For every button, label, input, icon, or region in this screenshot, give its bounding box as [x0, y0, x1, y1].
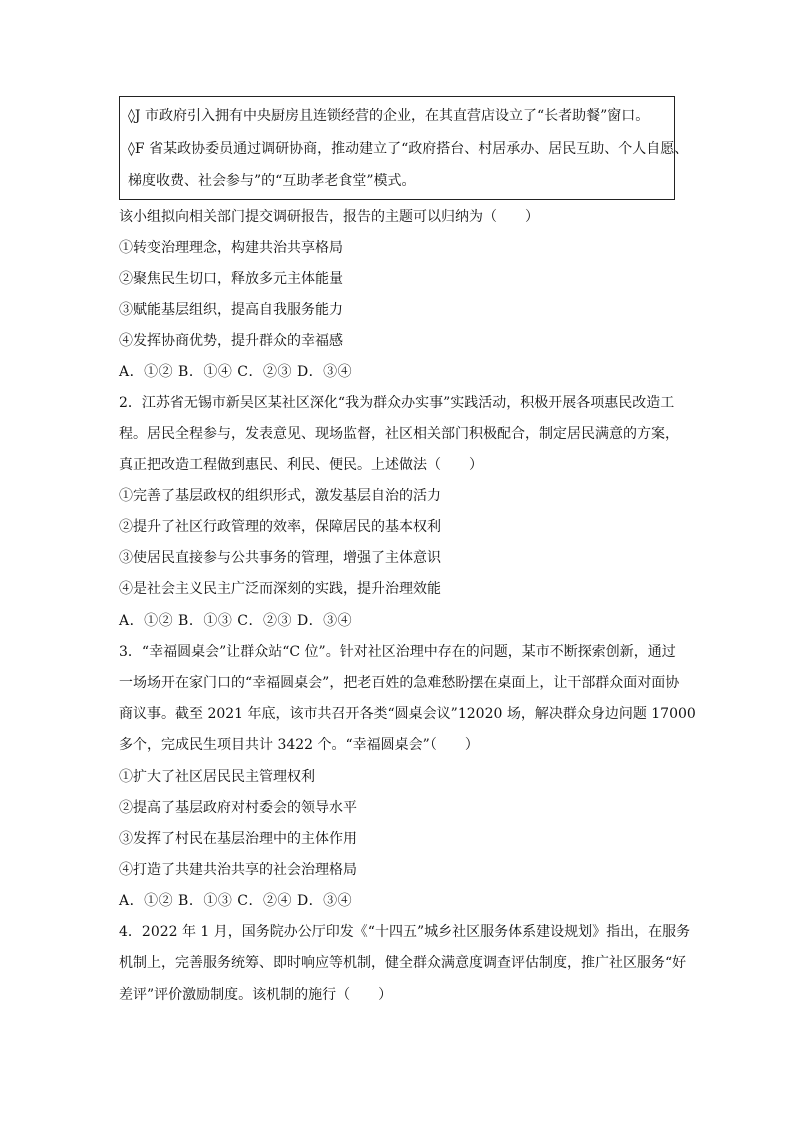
q2-option-1: ①完善了基层政权的组织形式，激发基层自治的活力 [119, 488, 441, 504]
q1-option-4: ④发挥协商优势，提升群众的幸福感 [119, 333, 343, 349]
q4-stem-line-2: 机制上，完善服务统筹、即时响应等机制，健全群众满意度调查评估制度，推广社区服务“好 [119, 955, 687, 971]
q3-option-4: ④打造了共建共治共享的社会治理格局 [119, 862, 357, 878]
q2-stem-line-3: 真正把改造工程做到惠民、利民、便民。上述做法（ ） [119, 457, 483, 473]
q3-stem-line-3: 商议事。截至 2021 年底，该市共召开各类“圆桌会议”12020 场，解决群众身边问题 17000 [119, 706, 696, 722]
q3-option-1: ①扩大了社区居民民主管理权利 [119, 769, 315, 785]
q4-stem-line-1: 4．2022 年 1 月，国务院办公厅印发《“十四五”城乡社区服务体系建设规划》指出，在服务 [119, 924, 691, 940]
q3-answer-choices: A．①② B．①③ C．②④ D．③④ [119, 893, 353, 909]
q3-stem-line-2: 一场场开在家门口的“幸福圆桌会”，把老百姓的急难愁盼摆在桌面上，让干部群众面对面协 [119, 675, 680, 691]
q2-option-3: ③使居民直接参与公共事务的管理，增强了主体意识 [119, 550, 441, 566]
q1-option-3: ③赋能基层组织，提高自我服务能力 [119, 302, 343, 318]
q2-stem-line-1: 2．江苏省无锡市新吴区某社区深化“我为群众办实事”实践活动，积极开展各项惠民改造工 [119, 395, 675, 411]
q1-option-1: ①转变治理理念，构建共治共享格局 [119, 240, 343, 256]
q1-stem: 该小组拟向相关部门提交调研报告，报告的主题可以归纳为（ ） [119, 209, 539, 225]
q2-option-4: ④是社会主义民主广泛而深刻的实践，提升治理效能 [119, 581, 441, 597]
q3-stem-line-4: 多个，完成民生项目共计 3422 个。“幸福圆桌会”（ ） [119, 737, 479, 753]
context-line-2: ◊F 省某政协委员通过调研协商，推动建立了“政府搭台、村居承办、居民互助、个人自愿、 [128, 141, 689, 157]
q2-option-2: ②提升了社区行政管理的效率，保障居民的基本权利 [119, 519, 441, 535]
q3-option-2: ②提高了基层政府对村委会的领导水平 [119, 800, 357, 816]
q1-option-2: ②聚焦民生切口，释放多元主体能量 [119, 271, 343, 287]
q1-answer-choices: A．①② B．①④ C．②③ D．③④ [119, 364, 353, 380]
q4-stem-line-3: 差评”评价激励制度。该机制的施行（ ） [119, 987, 393, 1003]
context-line-1: ◊J 市政府引入拥有中央厨房且连锁经营的企业，在其直营店设立了“长者助餐”窗口。 [128, 108, 650, 124]
context-line-3: 梯度收费、社会参与”的“互助孝老食堂”模式。 [128, 173, 416, 189]
q3-option-3: ③发挥了村民在基层治理中的主体作用 [119, 831, 357, 847]
q2-answer-choices: A．①② B．①③ C．②③ D．③④ [119, 613, 353, 629]
q2-stem-line-2: 程。居民全程参与，发表意见、现场监督，社区相关部门积极配合，制定居民满意的方案， [119, 426, 679, 442]
context-box [119, 96, 689, 200]
q3-stem-line-1: 3．“幸福圆桌会”让群众站“C 位”。针对社区治理中存在的问题，某市不断探索创新，通过 [119, 644, 676, 660]
